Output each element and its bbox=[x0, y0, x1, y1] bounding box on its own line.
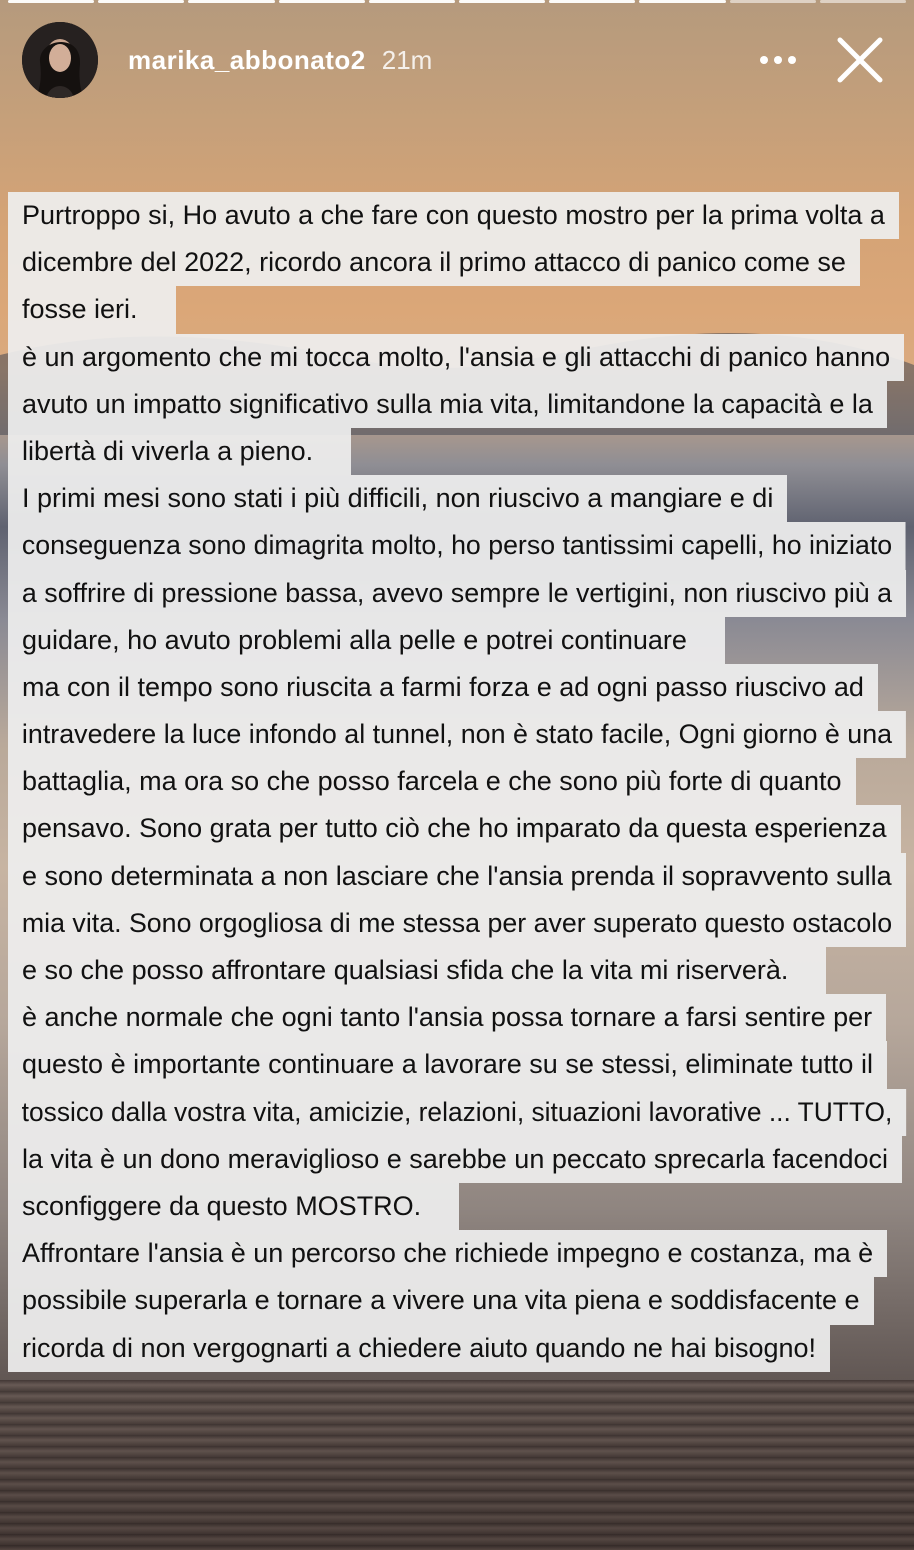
text-line: e so che posso affrontare qualsiasi sfida che la vita mi riserverà. bbox=[8, 947, 908, 994]
text-line: e sono determinata a non lasciare che l'ansia prenda il sopravvento sulla bbox=[8, 853, 908, 900]
text-line: tossico dalla vostra vita, amicizie, relazioni, situazioni lavorative ... TUTTO, bbox=[8, 1089, 908, 1136]
text-line: è un argomento che mi tocca molto, l'ansia e gli attacchi di panico hanno bbox=[8, 334, 908, 381]
text-line: questo è importante continuare a lavorare su se stessi, eliminate tutto il bbox=[8, 1041, 908, 1088]
story-progress-bar bbox=[8, 0, 906, 4]
progress-segment bbox=[549, 0, 635, 3]
progress-segment bbox=[98, 0, 184, 3]
text-line: Affrontare l'ansia è un percorso che richiede impegno e costanza, ma è bbox=[8, 1230, 908, 1277]
text-line: è anche normale che ogni tanto l'ansia possa tornare a farsi sentire per bbox=[8, 994, 908, 1041]
progress-segment bbox=[639, 0, 725, 3]
text-line: guidare, ho avuto problemi alla pelle e potrei continuare bbox=[8, 617, 908, 664]
text-line: sconfiggere da questo MOSTRO. bbox=[8, 1183, 908, 1230]
story-text-overlay bbox=[8, 192, 908, 1372]
progress-segment bbox=[8, 0, 94, 3]
progress-segment bbox=[188, 0, 274, 3]
story-header bbox=[22, 22, 892, 98]
text-line: Purtroppo si, Ho avuto a che fare con questo mostro per la prima volta a bbox=[8, 192, 908, 239]
text-line: conseguenza sono dimagrita molto, ho perso tantissimi capelli, ho iniziato bbox=[8, 522, 908, 569]
text-line: avuto un impatto significativo sulla mia vita, limitandone la capacità e la bbox=[8, 381, 908, 428]
text-line: possibile superarla e tornare a vivere una vita piena e soddisfacente e bbox=[8, 1277, 908, 1324]
text-line: battaglia, ma ora so che posso farcela e che sono più forte di quanto bbox=[8, 758, 908, 805]
text-line: a soffrire di pressione bassa, avevo sempre le vertigini, non riuscivo più a bbox=[8, 570, 908, 617]
progress-segment bbox=[369, 0, 455, 3]
text-line: pensavo. Sono grata per tutto ciò che ho imparato da questa esperienza bbox=[8, 805, 908, 852]
text-line: I primi mesi sono stati i più difficili, non riuscivo a mangiare e di bbox=[8, 475, 908, 522]
progress-segment bbox=[279, 0, 365, 3]
progress-segment bbox=[730, 0, 816, 3]
progress-segment bbox=[459, 0, 545, 3]
text-line: ma con il tempo sono riuscita a farmi forza e ad ogni passo riuscivo ad bbox=[8, 664, 908, 711]
text-line: dicembre del 2022, ricordo ancora il primo attacco di panico come se bbox=[8, 239, 908, 286]
text-line: intravedere la luce infondo al tunnel, non è stato facile, Ogni giorno è una bbox=[8, 711, 908, 758]
background-sea bbox=[0, 1380, 914, 1550]
username[interactable]: marika_abbonato2 bbox=[128, 44, 366, 75]
more-options-icon[interactable] bbox=[756, 38, 800, 82]
text-line: fosse ieri. bbox=[8, 286, 908, 333]
text-line: mia vita. Sono orgogliosa di me stessa per aver superato questo ostacolo bbox=[8, 900, 908, 947]
close-icon[interactable] bbox=[834, 34, 886, 86]
text-line: la vita è un dono meraviglioso e sarebbe un peccato sprecarla facendoci bbox=[8, 1136, 908, 1183]
text-line: libertà di viverla a pieno. bbox=[8, 428, 908, 475]
post-time: 21m bbox=[381, 44, 433, 75]
avatar[interactable] bbox=[22, 22, 98, 98]
progress-segment bbox=[820, 0, 906, 3]
text-line: ricorda di non vergognarti a chiedere aiuto quando ne hai bisogno! bbox=[8, 1325, 908, 1372]
